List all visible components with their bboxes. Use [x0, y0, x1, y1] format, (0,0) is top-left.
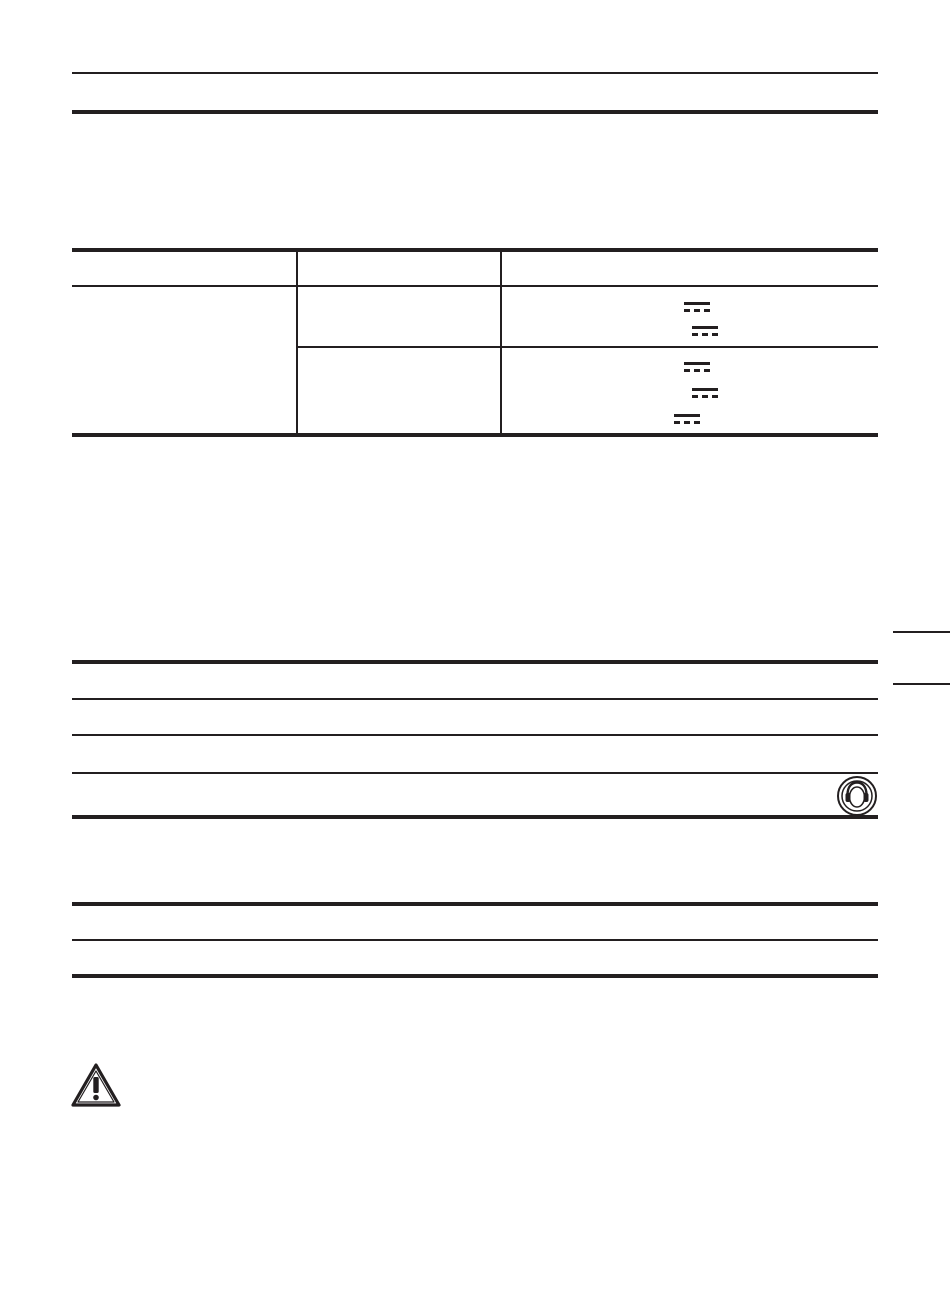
warning-triangle-icon	[70, 1062, 122, 1108]
noise-table-row-rule	[72, 772, 878, 774]
vibration-table-rule-bottom	[72, 974, 878, 978]
top-table-rule-bottom	[72, 110, 878, 114]
noise-table-rule-top	[72, 660, 878, 664]
voltage-table-row-rule	[298, 346, 878, 348]
vibration-table-rule-top	[72, 902, 878, 906]
voltage-table-col-divider-1	[296, 252, 298, 434]
top-table-rule-top	[72, 72, 878, 74]
dc-symbol-icon	[684, 362, 710, 373]
noise-table-rule-bottom	[72, 815, 878, 819]
voltage-table-rule-top	[72, 248, 878, 252]
side-tab-mark-top	[893, 631, 950, 633]
dc-symbol-icon	[684, 302, 710, 313]
voltage-table-col-divider-2	[500, 252, 502, 434]
side-tab-mark-bottom	[893, 683, 950, 685]
voltage-table-header-rule	[72, 285, 878, 287]
dc-symbol-icon	[692, 388, 718, 399]
voltage-table-rule-bottom	[72, 433, 878, 437]
vibration-table-row-rule	[72, 939, 878, 941]
ear-protection-icon	[835, 776, 879, 816]
dc-symbol-icon	[692, 326, 718, 337]
dc-symbol-icon	[674, 414, 700, 425]
noise-table-row-rule	[72, 734, 878, 736]
noise-table-row-rule	[72, 698, 878, 700]
